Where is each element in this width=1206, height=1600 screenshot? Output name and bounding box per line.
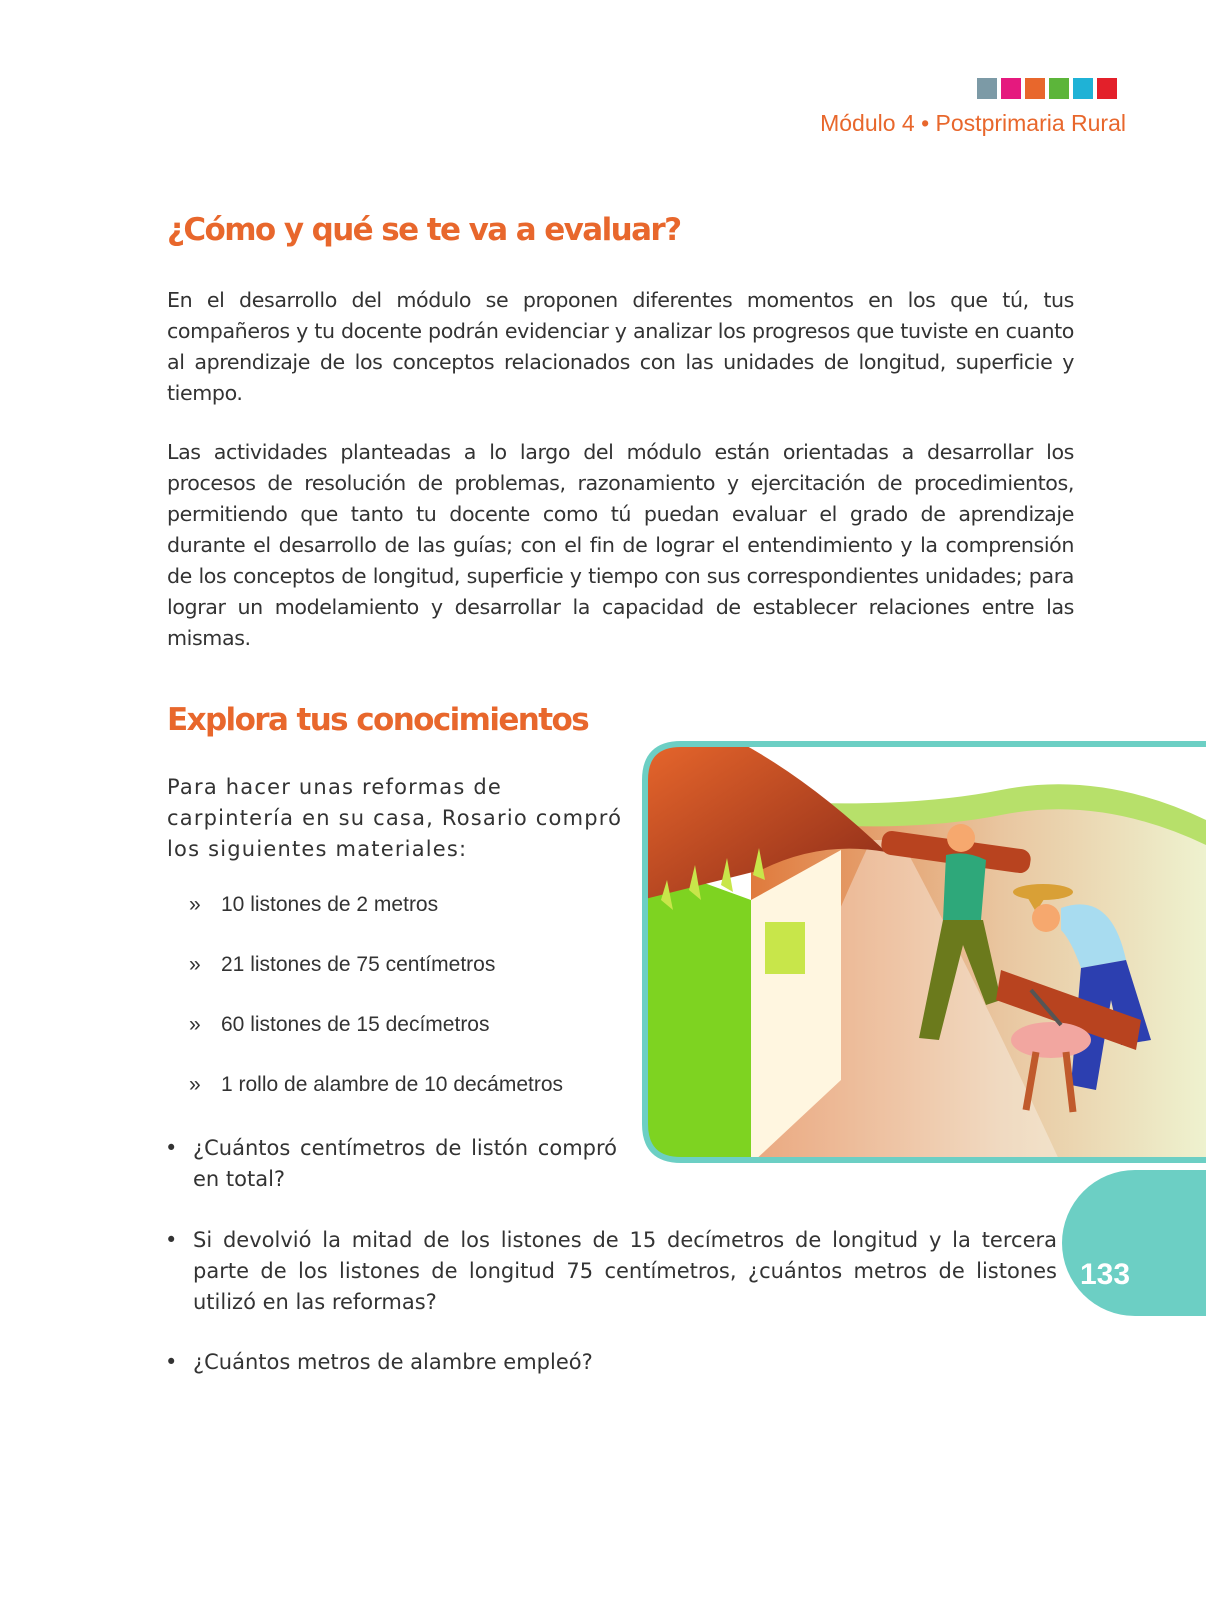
material-text: 60 listones de 15 decímetros	[221, 1013, 490, 1036]
arrow-bullet-icon: »	[189, 1013, 201, 1036]
color-square	[1025, 78, 1045, 99]
color-square	[1097, 78, 1117, 99]
question-1	[165, 1133, 617, 1195]
list-item	[189, 1013, 563, 1073]
bullet-icon: •	[165, 1136, 178, 1160]
paragraph-1: En el desarrollo del módulo se proponen diferentes momentos en los que tú, tus compañeros y tu docente podrán evidenciar y analizar los progresos que tuviste en cuanto al aprendizaje de los conceptos relacionados con las unidades de longitud, superficie y tiempo.	[167, 288, 1074, 405]
bullet-icon: •	[165, 1228, 178, 1252]
list-item	[189, 953, 563, 1013]
question-2	[165, 1225, 1057, 1318]
color-square	[1073, 78, 1093, 99]
question-text: ¿Cuántos centímetros de listón compró en total?	[193, 1136, 617, 1191]
module-header: Módulo 4 • Postprimaria Rural	[820, 110, 1126, 136]
section-heading-explore: Explora tus conocimientos	[167, 702, 589, 738]
color-square	[1049, 78, 1069, 99]
page-number: 133	[1080, 1258, 1131, 1291]
question-text: ¿Cuántos metros de alambre empleó?	[193, 1350, 593, 1374]
explore-intro: Para hacer unas reformas de carpintería en su casa, Rosario compró los siguientes materiales:	[167, 775, 623, 861]
material-text: 1 rollo de alambre de 10 decámetros	[221, 1073, 564, 1096]
materials-list	[189, 893, 563, 1133]
bullet-icon: •	[165, 1350, 178, 1374]
color-square	[977, 78, 997, 99]
carpentry-illustration	[641, 740, 1206, 1164]
arrow-bullet-icon: »	[189, 893, 201, 916]
question-text: Si devolvió la mitad de los listones de 15 decímetros de longitud y la tercera parte de los listones de longitud 75 centímetros, ¿cuántos metros de listones utilizó en las reformas?	[193, 1228, 1057, 1314]
list-item	[189, 1073, 563, 1133]
arrow-bullet-icon: »	[189, 953, 201, 976]
section-heading-evaluation: ¿Cómo y qué se te va a evaluar?	[167, 212, 681, 248]
color-squares	[977, 78, 1117, 99]
list-item	[189, 893, 563, 953]
question-3	[165, 1347, 1057, 1378]
material-text: 21 listones de 75 centímetros	[221, 953, 496, 976]
material-text: 10 listones de 2 metros	[221, 893, 439, 916]
color-square	[1001, 78, 1021, 99]
paragraph-2: Las actividades planteadas a lo largo del módulo están orientadas a desarrollar los procesos de resolución de problemas, razonamiento y ejercitación de procedimientos, permitiendo que tanto tu docente como tú puedan evaluar el grado de aprendizaje durante el desarrollo de las guías; con el fin de lograr el entendimiento y la comprensión de los conceptos de longitud, superficie y tiempo con sus correspondientes unidades; para lograr un modelamiento y desarrollar la capacidad de establecer relaciones entre las mismas.	[167, 440, 1074, 650]
page-number-tab	[1062, 1170, 1206, 1316]
arrow-bullet-icon: »	[189, 1073, 201, 1096]
